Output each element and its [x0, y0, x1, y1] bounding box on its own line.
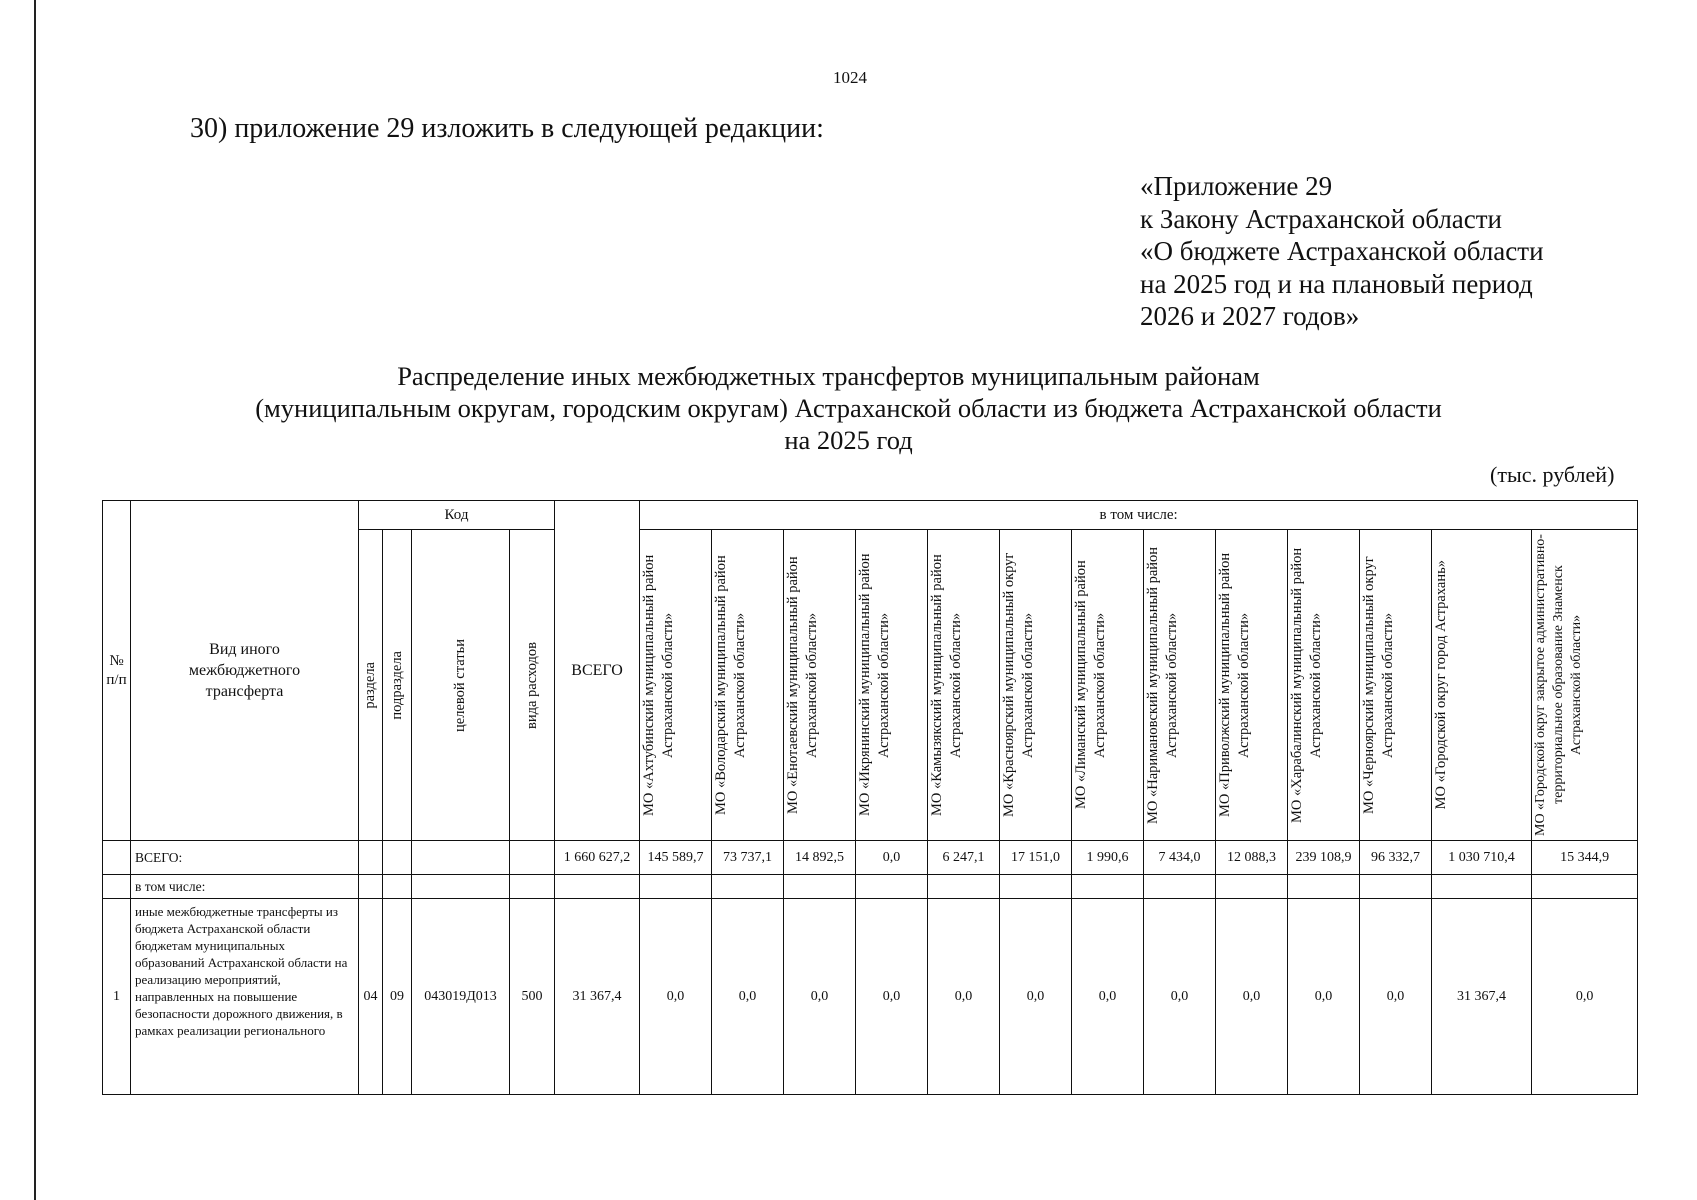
table-cell	[383, 841, 412, 875]
mo-header	[712, 530, 784, 841]
transfers-table	[102, 500, 1638, 1095]
row-value: 0,0	[856, 899, 928, 1095]
total-row-value: 1 990,6	[1072, 841, 1144, 875]
units-label: (тыс. рублей)	[1490, 462, 1615, 487]
including-row	[103, 875, 1638, 899]
row-value: 0,0	[640, 899, 712, 1095]
row-number: 1	[103, 899, 131, 1095]
row-value: 0,0	[928, 899, 1000, 1095]
total-row-total: 1 660 627,2	[555, 841, 640, 875]
including-header: в том числе:	[640, 501, 1638, 530]
mo-header-label: МО «Камызякский муниципальный район Астраханской области»	[929, 554, 965, 816]
row-value: 31 367,4	[1432, 899, 1532, 1095]
table-cell	[383, 875, 412, 899]
mo-header	[1532, 530, 1638, 841]
table-cell	[103, 875, 131, 899]
page-number: 1024	[833, 68, 867, 87]
total-row-value: 6 247,1	[928, 841, 1000, 875]
mo-header-label: МО «Городской округ закрытое административно-территориальное образование Знаменск Астраханской области»	[1533, 534, 1585, 836]
appendix-reference	[1140, 170, 1544, 333]
row-target: 043019Д013	[412, 899, 510, 1095]
intro-text: 30) приложение 29 изложить в следующей редакции:	[190, 113, 824, 144]
mo-header	[1000, 530, 1072, 841]
total-row-value: 14 892,5	[784, 841, 856, 875]
title-line: Распределение иных межбюджетных трансфертов муниципальным районам	[397, 361, 1260, 391]
mo-header-label: МО «Наримановский муниципальный район Астраханской области»	[1145, 546, 1181, 824]
code-col-label: целевой статьи	[452, 638, 468, 732]
kind-header-label: Вид иного межбюджетного трансферта	[188, 641, 301, 700]
title-line: (муниципальным округам, городским округам) Астраханской области из бюджета Астраханской области	[255, 393, 1442, 423]
row-total: 31 367,4	[555, 899, 640, 1095]
table-cell	[856, 875, 928, 899]
table-cell	[412, 875, 510, 899]
table-cell	[1360, 875, 1432, 899]
table-cell	[412, 841, 510, 875]
num-header-label: № п/п	[106, 652, 127, 688]
code-col-label: вида расходов	[523, 641, 540, 729]
total-row-value: 15 344,9	[1532, 841, 1638, 875]
table-cell	[1288, 875, 1360, 899]
mo-header-label: МО «Ахтубинский муниципальный район Астраханской области»	[641, 554, 677, 816]
total-row-value: 145 589,7	[640, 841, 712, 875]
table-cell	[1432, 875, 1532, 899]
table-cell	[1216, 875, 1288, 899]
mo-header-label: МО «Лиманский муниципальный район Астраханской области»	[1073, 560, 1109, 810]
table-cell	[1072, 875, 1144, 899]
mo-header-label: МО «Икрянинский муниципальный район Астраханской области»	[857, 553, 893, 817]
table-cell	[784, 875, 856, 899]
table-cell	[510, 841, 555, 875]
mo-header-label: МО «Енотаевский муниципальный район Астраханской области»	[785, 556, 821, 814]
mo-header-label: МО «Володарский муниципальный район Астраханской области»	[713, 555, 749, 815]
row-value: 0,0	[1072, 899, 1144, 1095]
total-row-value: 17 151,0	[1000, 841, 1072, 875]
mo-header	[1432, 530, 1532, 841]
title-line: на 2025 год	[784, 425, 913, 455]
mo-header-label: МО «Харабалинский муниципальный район Астраханской области»	[1289, 547, 1325, 823]
mo-header	[1216, 530, 1288, 841]
appendix-line: на 2025 год и на плановый период	[1140, 268, 1533, 299]
mo-header	[640, 530, 712, 841]
table-cell	[928, 875, 1000, 899]
table-row	[103, 899, 1638, 1095]
mo-header	[856, 530, 928, 841]
table-cell	[510, 875, 555, 899]
mo-header	[1288, 530, 1360, 841]
total-header	[555, 501, 640, 841]
row-description-text: иные межбюджетные трансферты из бюджета Астраханской области бюджетам муниципальных образований Астраханской области на реализацию мероприятий, направленных на повышение безопасности дорожного движения, в рамках реализации регионального	[135, 904, 348, 1038]
row-value: 0,0	[1360, 899, 1432, 1095]
table-cell	[1000, 875, 1072, 899]
row-value: 0,0	[1144, 899, 1216, 1095]
kind-header	[131, 501, 359, 841]
code-col-label: подраздела	[388, 650, 405, 720]
code-col-label: раздела	[362, 661, 378, 709]
total-row-value: 73 737,1	[712, 841, 784, 875]
total-row-value: 7 434,0	[1144, 841, 1216, 875]
row-value: 0,0	[1532, 899, 1638, 1095]
row-value: 0,0	[712, 899, 784, 1095]
total-row-value: 0,0	[856, 841, 928, 875]
appendix-line: «Приложение 29	[1140, 171, 1333, 201]
mo-header	[784, 530, 856, 841]
table-cell	[712, 875, 784, 899]
row-description	[131, 899, 359, 1095]
code-col-subsection	[383, 530, 412, 841]
mo-header-label: МО «Черноярский муниципальный округ Астраханской области»	[1361, 556, 1397, 814]
appendix-line: «О бюджете Астраханской области	[1140, 236, 1544, 266]
including-row-label: в том числе:	[131, 875, 359, 899]
row-value: 0,0	[1216, 899, 1288, 1095]
code-col-target	[412, 530, 510, 841]
mo-header	[1360, 530, 1432, 841]
total-row-value: 12 088,3	[1216, 841, 1288, 875]
code-col-section	[359, 530, 383, 841]
mo-header	[1072, 530, 1144, 841]
mo-header-label: МО «Приволжский муниципальный район Астраханской области»	[1217, 552, 1253, 818]
total-row-label: ВСЕГО:	[131, 841, 359, 875]
row-value: 0,0	[1000, 899, 1072, 1095]
total-row-value: 1 030 710,4	[1432, 841, 1532, 875]
table-cell	[359, 841, 383, 875]
appendix-line: к Закону Астраханской области	[1140, 203, 1503, 234]
code-col-expense	[510, 530, 555, 841]
mo-header	[928, 530, 1000, 841]
table-cell	[1532, 875, 1638, 899]
total-row-value: 96 332,7	[1360, 841, 1432, 875]
row-value: 0,0	[784, 899, 856, 1095]
appendix-line: 2026 и 2027 годов»	[1140, 301, 1360, 331]
row-expense-type: 500	[510, 899, 555, 1095]
mo-header-label: МО «Красноярский муниципальный округ Астраханской области»	[1001, 552, 1037, 818]
mo-header	[1144, 530, 1216, 841]
row-subsection: 09	[383, 899, 412, 1095]
table-cell	[103, 841, 131, 875]
row-section: 04	[359, 899, 383, 1095]
table-cell	[359, 875, 383, 899]
code-header: Код	[359, 501, 555, 530]
table-cell	[555, 875, 640, 899]
row-value: 0,0	[1288, 899, 1360, 1095]
table-cell	[640, 875, 712, 899]
table-cell	[1144, 875, 1216, 899]
page-margin-line	[34, 0, 36, 1200]
total-row-value: 239 108,9	[1288, 841, 1360, 875]
total-row	[103, 841, 1638, 875]
num-header	[103, 501, 131, 841]
document-title	[0, 360, 1697, 456]
header-row-top	[103, 501, 1638, 530]
mo-header-label: МО «Городской округ город Астрахань»	[1433, 560, 1450, 810]
total-header-label: ВСЕГО	[571, 662, 623, 679]
